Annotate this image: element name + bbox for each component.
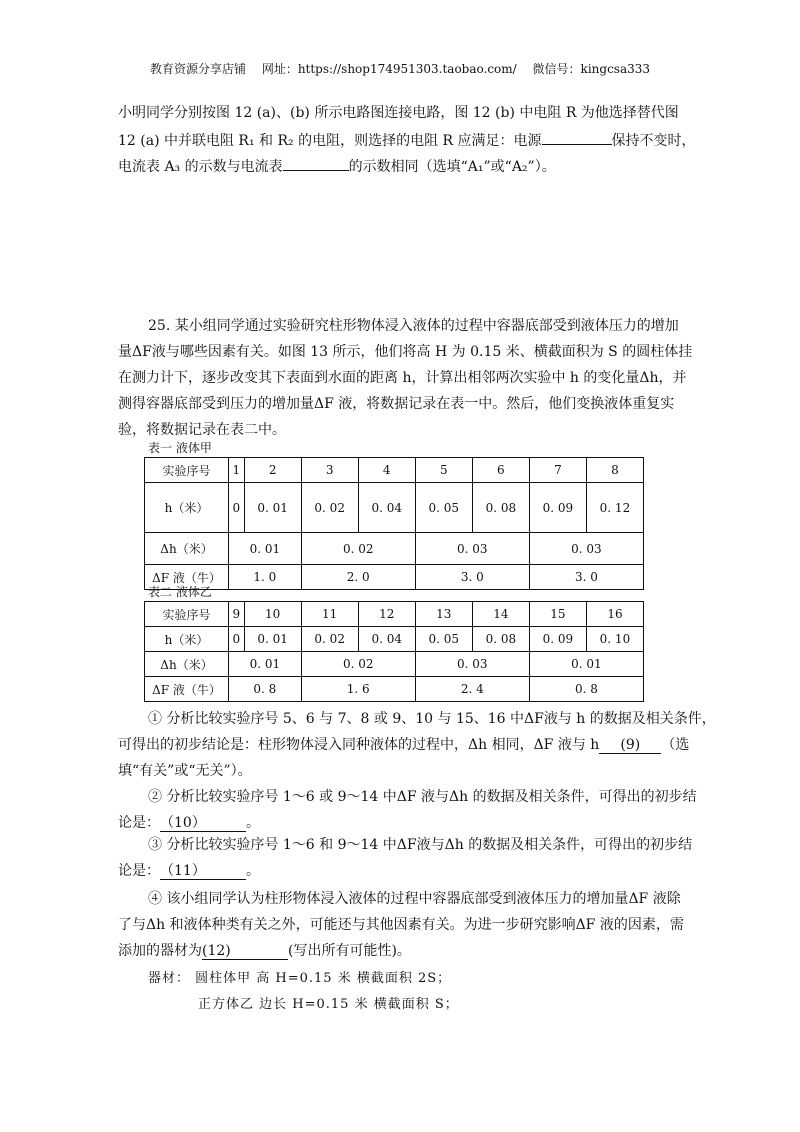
table2-row-dF — [145, 677, 644, 702]
part4-line3-text: 添加的器材为 — [118, 943, 202, 959]
table1-row-dF — [145, 565, 644, 590]
table-cell: 1. 6 — [301, 677, 415, 702]
period: 。 — [246, 863, 260, 879]
part2-line2-text: 论是： — [118, 815, 160, 831]
q25-line3: 在测力计下，逐步改变其下表面到水面的距离 h，计算出相邻两次实验中 h 的变化量Δh，并 — [118, 370, 687, 386]
table-cell: 14 — [472, 602, 529, 627]
shop-name: 教育资源分享店铺 — [149, 62, 246, 76]
part1-line2 — [118, 732, 689, 758]
table-cell: 0. 08 — [472, 627, 529, 652]
table-cell: 0 — [229, 627, 245, 652]
table2-caption: 表二 液体乙 — [148, 585, 212, 599]
part4-line2: 了与Δh 和液体种类有关之外，可能还与其他因素有关。为进一步研究影响ΔF 液的因素，需 — [118, 917, 684, 933]
part3-line1: ③ 分析比较实验序号 1～6 和 9～14 中ΔF液与Δh 的数据及相关条件，可得出的初步结 — [148, 837, 693, 853]
table-row-label: Δh（米） — [145, 652, 229, 677]
q24-line3-tail: 的示数相同（选填“A₁”或“A₂”）。 — [348, 159, 556, 175]
table-cell: 0. 04 — [358, 483, 415, 533]
table-row-label: h（米） — [145, 627, 229, 652]
q24-line3 — [118, 154, 556, 180]
part4-line1: ④ 该小组同学认为柱形物体浸入液体的过程中容器底部受到液体压力的增加量ΔF 液除 — [148, 891, 681, 907]
part1-line1: ① 分析比较实验序号 5、6 与 7、8 或 9、10 与 15、16 中ΔF液与 h 的数据及相关条件， — [148, 711, 716, 727]
table-cell: 0. 10 — [586, 627, 643, 652]
q24-line2-text: 12 (a) 中并联电阻 R₁ 和 R₂ 的电阻，则选择的电阻 R 应满足：电源 — [118, 133, 542, 149]
materials-line2: 正方体乙 边长 H=0.15 米 横截面积 S； — [198, 997, 459, 1012]
period: 。 — [246, 815, 260, 831]
answer-blank-power — [542, 128, 612, 145]
q24-line2 — [118, 128, 696, 154]
part2-line1: ② 分析比较实验序号 1～6 或 9～14 中ΔF 液与Δh 的数据及相关条件，可得出的初步结 — [148, 789, 697, 805]
table-cell: 15 — [529, 602, 586, 627]
table2-row-h — [145, 627, 644, 652]
table1-row-dh — [145, 533, 644, 565]
table-cell: 0. 01 — [229, 652, 302, 677]
wechat-id: 微信号：kingcsa333 — [532, 62, 651, 76]
table-cell: 0. 05 — [415, 627, 472, 652]
table-cell: 3 — [301, 458, 358, 483]
table-cell: 0. 09 — [529, 483, 586, 533]
table-cell: 8 — [586, 458, 643, 483]
table-cell: 0 — [229, 483, 245, 533]
answer-blank-12: (12) — [202, 943, 288, 960]
table-cell: 2 — [244, 458, 301, 483]
table-cell: 0. 01 — [529, 652, 643, 677]
table-cell: 0. 02 — [301, 533, 415, 565]
table-row-label: ΔF 液（牛） — [145, 565, 229, 590]
part1-line2-tail: （选 — [661, 737, 690, 753]
table1-caption: 表一 液体甲 — [148, 441, 212, 455]
table-cell: 0. 01 — [244, 483, 301, 533]
table-cell: 3. 0 — [415, 565, 529, 590]
q25-line4: 测得容器底部受到压力的增加量ΔF 液，将数据记录在表一中。然后，他们变换液体重复实 — [118, 396, 675, 412]
table-cell: 3. 0 — [529, 565, 643, 590]
table-cell: 4 — [358, 458, 415, 483]
table-cell: 0. 8 — [529, 677, 643, 702]
table-cell: 7 — [529, 458, 586, 483]
table-cell: 0. 01 — [244, 627, 301, 652]
table1-row-ids — [145, 458, 644, 483]
table-cell: 0. 01 — [229, 533, 302, 565]
table-row-label: ΔF 液（牛） — [145, 677, 229, 702]
table2-row-dh — [145, 652, 644, 677]
q25-line5: 验，将数据记录在表二中。 — [118, 422, 286, 438]
table-cell: 12 — [358, 602, 415, 627]
answer-blank-ammeter — [283, 154, 349, 171]
part1-line2-text: 可得出的初步结论是：柱形物体浸入同种液体的过程中，Δh 相同，ΔF 液与 h — [118, 737, 600, 753]
answer-blank-9: (9) — [599, 737, 661, 754]
q25-line2: 量ΔF液与哪些因素有关。如图 13 所示，他们将高 H 为 0.15 米、横截面积为 S 的圆柱体挂 — [118, 344, 693, 360]
q24-line2-tail: 保持不变时， — [611, 133, 696, 149]
shop-url: 网址：https://shop174951303.taobao.com/ — [261, 62, 517, 76]
table-cell: 0. 03 — [415, 652, 529, 677]
table-cell: 0. 12 — [586, 483, 643, 533]
part1-line3: 填“有关”或“无关”）。 — [118, 763, 252, 779]
materials-line1: 器材： 圆柱体甲 高 H=0.15 米 横截面积 2S； — [148, 971, 452, 986]
table-cell: 2. 4 — [415, 677, 529, 702]
table-cell: 1 — [229, 458, 245, 483]
table1 — [144, 457, 644, 590]
table-cell: 0. 04 — [358, 627, 415, 652]
table-cell: 1. 0 — [229, 565, 302, 590]
part3-line2-text: 论是： — [118, 863, 160, 879]
table-cell: 10 — [244, 602, 301, 627]
table-cell: 0. 02 — [301, 483, 358, 533]
table-row-label: 实验序号 — [145, 458, 229, 483]
table-row-label: Δh（米） — [145, 533, 229, 565]
table-cell: 5 — [415, 458, 472, 483]
page-header — [0, 60, 800, 77]
table-cell: 13 — [415, 602, 472, 627]
answer-blank-10: （10） — [160, 815, 246, 832]
table-cell: 16 — [586, 602, 643, 627]
q25-line1: 25. 某小组同学通过实验研究柱形物体浸入液体的过程中容器底部受到液体压力的增加 — [148, 318, 679, 334]
table-row-label: h（米） — [145, 483, 229, 533]
table-cell: 0. 09 — [529, 627, 586, 652]
table-cell: 2. 0 — [301, 565, 415, 590]
table2-row-ids — [145, 602, 644, 627]
q24-line3-text: 电流表 A₃ 的示数与电流表 — [118, 159, 283, 175]
table-cell: 6 — [472, 458, 529, 483]
table-cell: 0. 8 — [229, 677, 302, 702]
part4-line3 — [118, 938, 411, 964]
table-cell: 11 — [301, 602, 358, 627]
table-cell: 0. 03 — [529, 533, 643, 565]
table2 — [144, 601, 644, 702]
table-cell: 0. 02 — [301, 652, 415, 677]
table1-row-h — [145, 483, 644, 533]
table-cell: 9 — [229, 602, 245, 627]
table-cell: 0. 05 — [415, 483, 472, 533]
part3-line2 — [118, 858, 260, 884]
part4-line3-tail: (写出所有可能性)。 — [288, 943, 411, 959]
table-cell: 0. 08 — [472, 483, 529, 533]
table-cell: 0. 03 — [415, 533, 529, 565]
q24-line1: 小明同学分别按图 12 (a)、(b) 所示电路图连接电路，图 12 (b) 中电阻 R 为他选择替代图 — [118, 105, 679, 121]
table-cell: 0. 02 — [301, 627, 358, 652]
answer-blank-11: （11） — [160, 863, 246, 880]
table-row-label: 实验序号 — [145, 602, 229, 627]
